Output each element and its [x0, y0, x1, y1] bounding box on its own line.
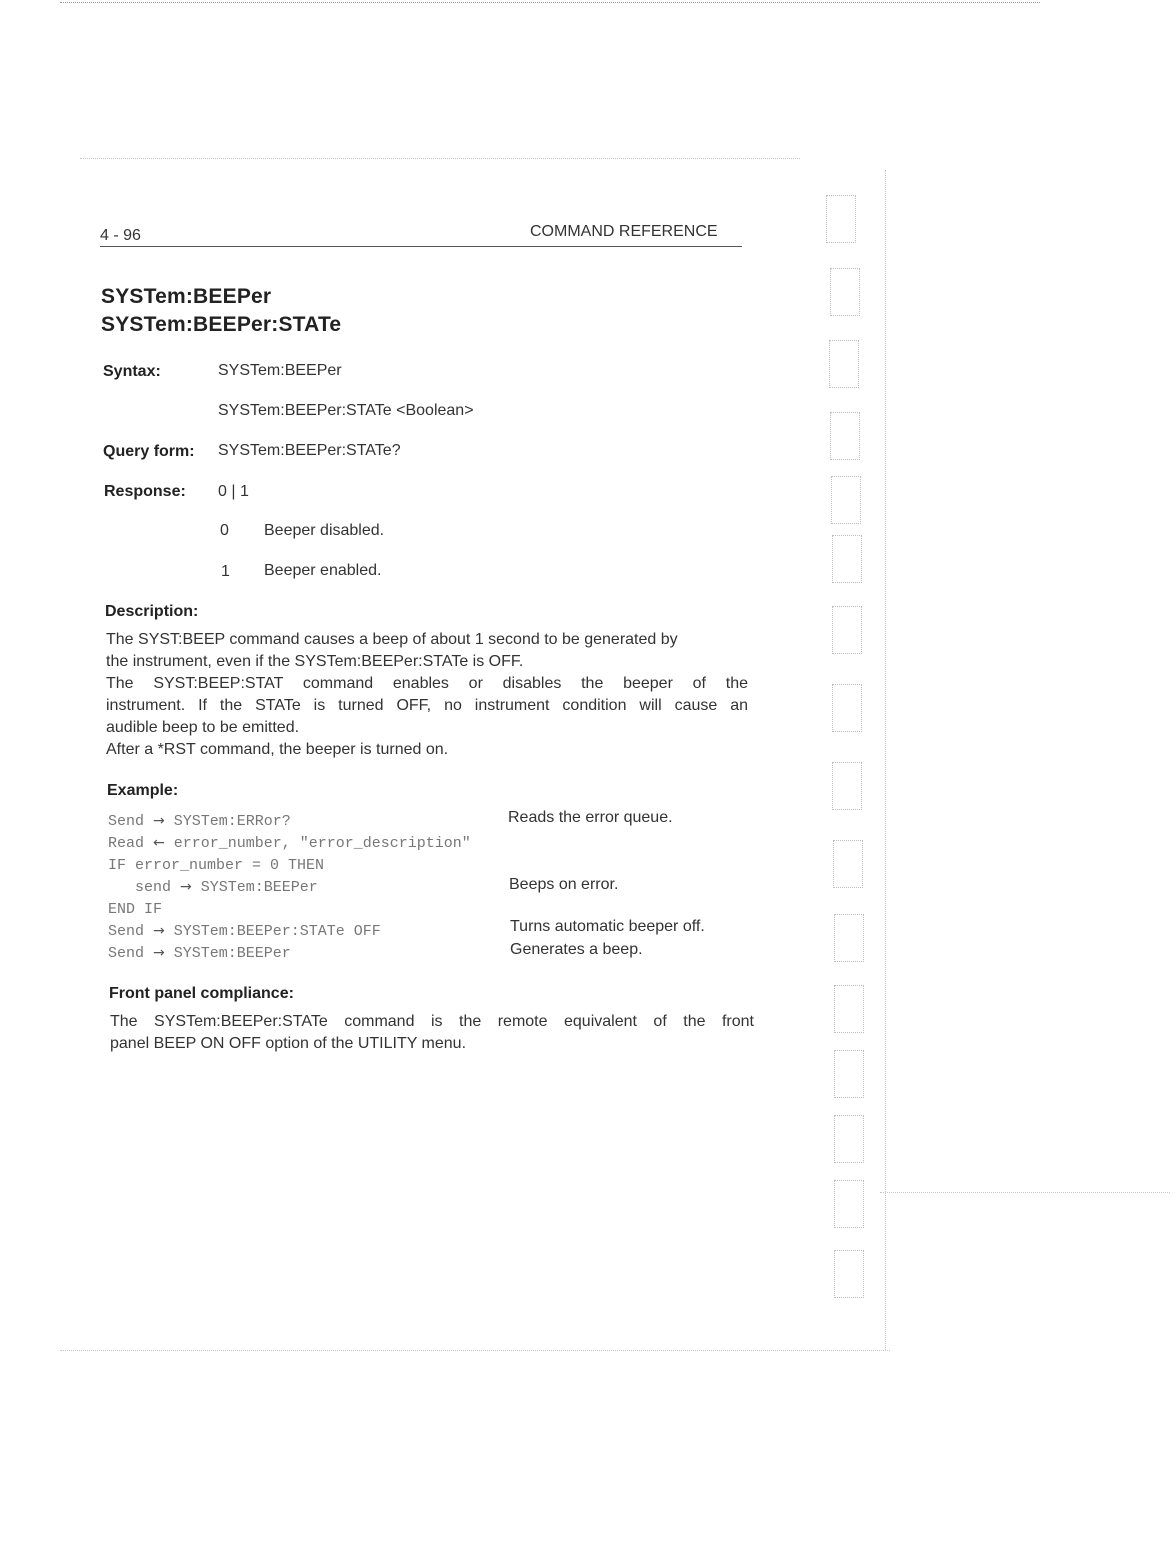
response-code: 0: [220, 522, 229, 539]
side-tab: [834, 1115, 864, 1163]
example-code-line: Send → SYSTem:BEEPer: [108, 945, 291, 962]
page-number: 4 - 96: [100, 227, 141, 244]
right-margin-line: [885, 170, 886, 1350]
front-panel-heading: Front panel compliance:: [109, 985, 294, 1002]
side-tab: [829, 340, 859, 388]
description-line: The SYST:BEEP command causes a beep of about 1 second to be generated by: [106, 631, 678, 648]
example-code-line: IF error_number = 0 THEN: [108, 857, 325, 874]
command-title: SYSTem:BEEPer:STATe: [101, 313, 342, 336]
response-text: Beeper enabled.: [264, 562, 382, 579]
arrow-left-icon: ←: [153, 835, 165, 851]
example-heading: Example:: [107, 782, 179, 799]
side-tab: [832, 535, 862, 583]
side-tab: [832, 762, 862, 810]
example-comment: Turns automatic beeper off.: [510, 918, 705, 935]
response-text: Beeper disabled.: [264, 522, 385, 539]
syntax-line: SYSTem:BEEPer: [218, 362, 342, 379]
header-rule: [100, 246, 742, 247]
description-line: After a *RST command, the beeper is turned on.: [106, 741, 449, 758]
arrow-right-icon: →: [153, 813, 165, 829]
side-tab: [831, 476, 861, 524]
front-panel-line: The SYSTem:BEEPer:STATe command is the remote equivalent of the front: [110, 1013, 754, 1030]
response-value: 0 | 1: [218, 483, 249, 500]
side-tab: [830, 412, 860, 460]
right-dotted-rule: [880, 1192, 1170, 1193]
example-code-line: Send → SYSTem:BEEPer:STATe OFF: [108, 923, 381, 940]
arrow-right-icon: →: [153, 923, 165, 939]
example-code-line: Read ← error_number, "error_description": [108, 835, 471, 852]
example-code-line: END IF: [108, 901, 163, 918]
syntax-label: Syntax:: [103, 363, 161, 380]
side-tab: [833, 840, 863, 888]
description-line: the instrument, even if the SYSTem:BEEPer:STATe is OFF.: [106, 653, 524, 670]
example-comment: Generates a beep.: [510, 941, 643, 958]
side-tab: [826, 195, 856, 243]
side-tab: [834, 1250, 864, 1298]
example-code-line: send → SYSTem:BEEPer: [108, 879, 318, 896]
section-title: COMMAND REFERENCE: [530, 223, 718, 240]
side-tab: [834, 1050, 864, 1098]
side-tab: [832, 684, 862, 732]
description-line: audible beep to be emitted.: [106, 719, 300, 736]
front-panel-line: panel BEEP ON OFF option of the UTILITY menu.: [110, 1035, 467, 1052]
description-text: [106, 629, 748, 761]
top-scan-edge: [60, 2, 1040, 3]
front-panel-text: [110, 1011, 754, 1055]
response-label: Response:: [104, 483, 186, 500]
example-code-line: Send → SYSTem:ERRor?: [108, 813, 291, 830]
side-tab: [830, 268, 860, 316]
side-tab: [834, 985, 864, 1033]
side-tab: [832, 606, 862, 654]
lower-dotted-rule: [60, 1350, 890, 1351]
query-label: Query form:: [103, 443, 195, 460]
query-value: SYSTem:BEEPer:STATe?: [218, 442, 401, 459]
description-line: instrument. If the STATe is turned OFF, no instrument condition will cause an: [106, 697, 748, 714]
command-title: SYSTem:BEEPer: [101, 285, 272, 308]
example-comment: Beeps on error.: [509, 876, 619, 893]
description-line: The SYST:BEEP:STAT command enables or disables the beeper of the: [106, 675, 748, 692]
response-code: 1: [221, 563, 230, 580]
side-tab: [834, 1180, 864, 1228]
side-tab: [834, 914, 864, 962]
description-heading: Description:: [105, 603, 199, 620]
arrow-right-icon: →: [180, 879, 192, 895]
syntax-line: SYSTem:BEEPer:STATe <Boolean>: [218, 402, 474, 419]
upper-dotted-rule: [80, 158, 800, 159]
example-comment: Reads the error queue.: [508, 809, 673, 826]
arrow-right-icon: →: [153, 945, 165, 961]
